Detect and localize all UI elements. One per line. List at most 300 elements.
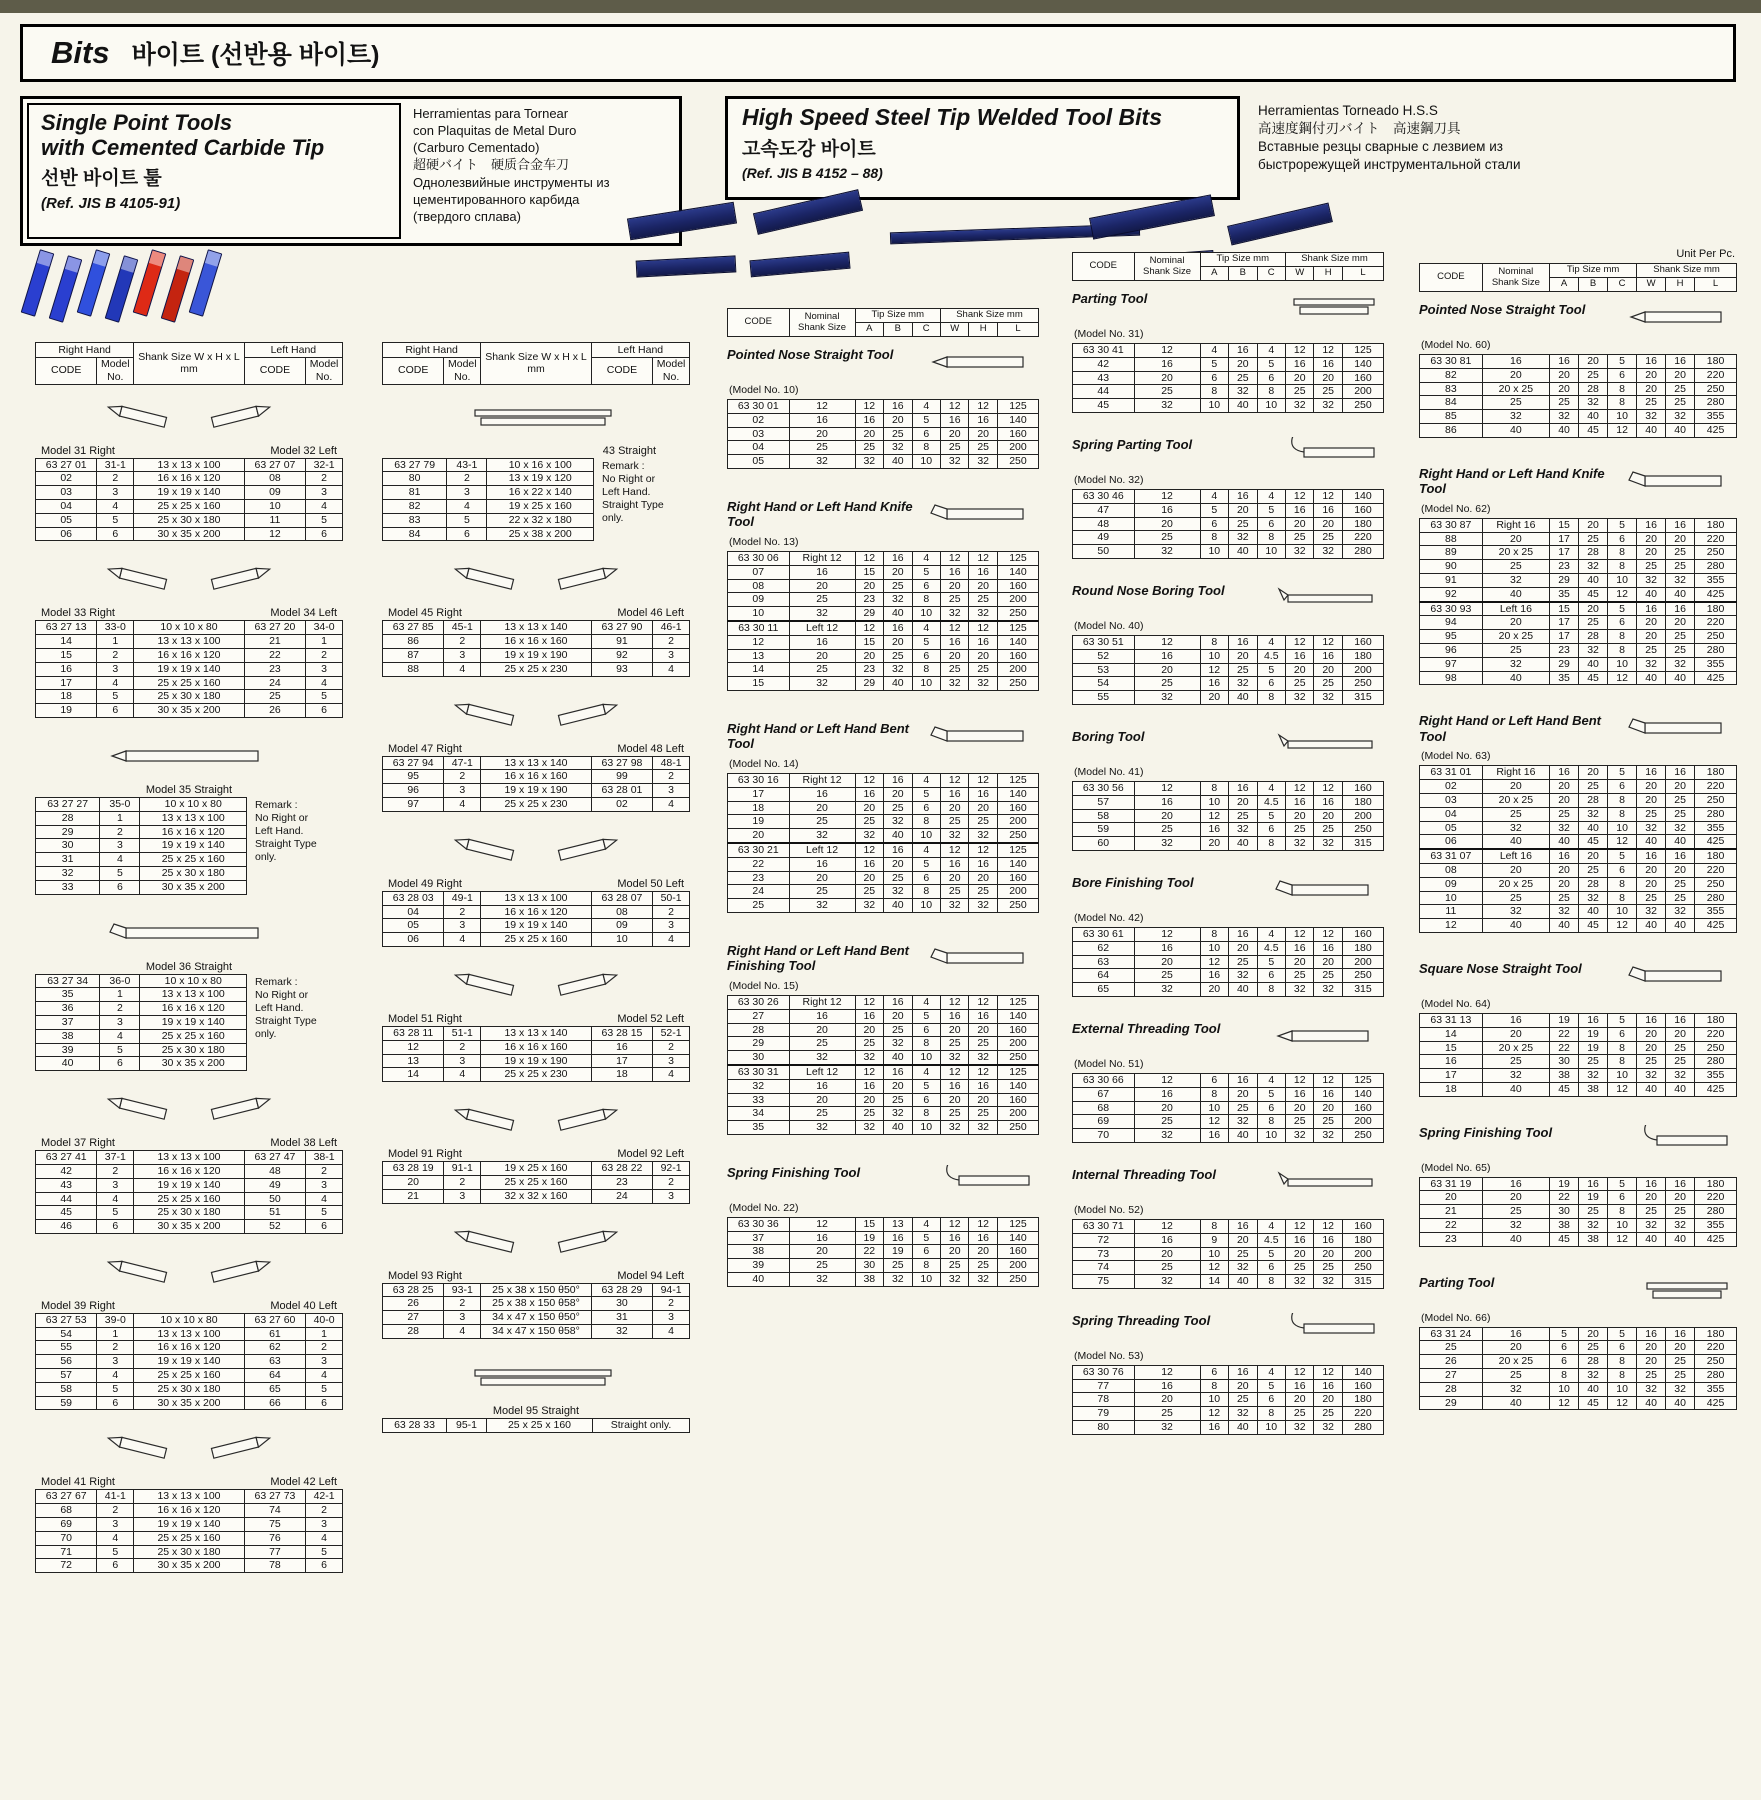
cell: 10 [1257, 1129, 1285, 1143]
cell: 24 [591, 1189, 652, 1203]
model-labels [382, 1270, 690, 1283]
header-cell: B [1229, 267, 1257, 281]
table-row [383, 919, 690, 933]
cell: 63 [244, 1355, 305, 1369]
cell: 8 [1608, 1055, 1637, 1069]
table-row [383, 1189, 690, 1203]
cell: 25 x 25 x 160 [140, 853, 247, 867]
cell: 32 [1314, 545, 1342, 559]
row-group [1420, 518, 1737, 601]
cell: 20 [1550, 863, 1579, 877]
cell: 13 x 13 x 100 [134, 458, 245, 472]
cell: 2 [97, 1504, 134, 1518]
cell: 20 [1314, 517, 1342, 531]
cell: 20 [884, 565, 912, 579]
cell: 4 [1257, 1219, 1285, 1233]
cell: 77 [244, 1545, 305, 1559]
bit-tip-highlight [121, 256, 137, 272]
cell: 95 [1420, 630, 1483, 644]
cell: 12 [1314, 781, 1342, 795]
hss-table-block [1419, 466, 1737, 686]
tool-diagram [451, 823, 621, 877]
table-row [383, 1068, 690, 1082]
hss-table-header [1072, 1313, 1384, 1348]
cell: 28 [1579, 1355, 1608, 1369]
tool-diagram [451, 1215, 621, 1269]
cell: 32 [789, 677, 855, 691]
cell: 38 [1579, 1232, 1608, 1246]
g [211, 1435, 271, 1459]
cell: 16 [969, 1079, 997, 1093]
cell: 32 [1285, 837, 1313, 851]
table-row [728, 565, 1039, 579]
cell: 84 [383, 527, 447, 541]
cell: 12 [1134, 344, 1200, 358]
cell: 16 [940, 413, 968, 427]
cell: 20 [383, 1175, 444, 1189]
cell: 25 [884, 427, 912, 441]
cell: 32 [969, 455, 997, 469]
cell: 20 [1134, 955, 1200, 969]
row-group [728, 773, 1039, 842]
cell: 25 [969, 1259, 997, 1273]
cell: 81 [383, 486, 447, 500]
cell: 25 [1482, 1369, 1549, 1383]
cell: 19 x 25 x 160 [481, 1162, 592, 1176]
cell: 32 [1482, 821, 1549, 835]
cell: 32 [1314, 1275, 1342, 1289]
tool-diagram [925, 721, 1039, 751]
cell: 16 [1285, 503, 1313, 517]
cell: 63 28 33 [383, 1418, 447, 1432]
hss-table-title: Boring Tool [1072, 728, 1145, 744]
cell: 24 [728, 885, 790, 899]
cell: 425 [1695, 1396, 1737, 1410]
rect [467, 1231, 514, 1252]
hss-spec-table [1419, 1327, 1737, 1411]
hss-model-no: (Model No. 14) [729, 757, 799, 770]
cell: 12 [1285, 927, 1313, 941]
cell: 3 [100, 839, 140, 853]
cell: 20 [789, 579, 855, 593]
table-row [1073, 357, 1384, 371]
model-label-left: Model 52 Left [617, 1012, 684, 1025]
cell: 25 [1579, 368, 1608, 382]
cell: 63 30 21 [728, 843, 790, 857]
cell: 89 [1420, 546, 1483, 560]
cell: 75 [244, 1518, 305, 1532]
cell: 12 [855, 995, 883, 1009]
cell: 12 [940, 400, 968, 414]
cell: 220 [1695, 532, 1737, 546]
table-row [1073, 1129, 1384, 1143]
remark-line: Straight Type [255, 838, 317, 851]
cell: 96 [1420, 643, 1483, 657]
cell: 25 [244, 690, 305, 704]
cell: 5 [1257, 357, 1285, 371]
hss-spec-table [727, 773, 1039, 913]
cell: 3 [653, 648, 690, 662]
cell: 25 [884, 1023, 912, 1037]
cell: 4 [912, 551, 940, 565]
cell: 12 [1200, 955, 1228, 969]
cell: 32 [1314, 837, 1342, 851]
cell: 6 [97, 704, 134, 718]
table-row [383, 1054, 690, 1068]
rect [467, 704, 514, 725]
cell: 49-1 [444, 891, 481, 905]
table-row [1073, 1379, 1384, 1393]
cell: 20 [1285, 1393, 1313, 1407]
cell: 20 [1637, 1041, 1666, 1055]
cell: 63 27 90 [591, 621, 652, 635]
cell: 5 [912, 1009, 940, 1023]
tool-diagram [451, 1350, 621, 1404]
cell: 4 [1257, 344, 1285, 358]
cell: 13 x 13 x 100 [140, 988, 247, 1002]
cell: 16 [1666, 1327, 1695, 1341]
spec-table [35, 1489, 343, 1573]
table-row [728, 441, 1039, 455]
tool-diagram [451, 390, 621, 444]
hss-model-no: (Model No. 31) [1074, 328, 1144, 340]
cell: 25 [1666, 1055, 1695, 1069]
cell: 63 30 71 [1073, 1219, 1135, 1233]
cell: 13 x 13 x 100 [140, 811, 247, 825]
cell: 250 [1342, 677, 1383, 691]
row-group [1073, 927, 1384, 996]
cell: 32 [1229, 385, 1257, 399]
cell: 25 [940, 593, 968, 607]
cell: 25 x 30 x 180 [140, 866, 247, 880]
cell: 63 30 01 [728, 400, 790, 414]
cell: 250 [1342, 1261, 1383, 1275]
g [211, 1095, 271, 1119]
cell: 17 [591, 1054, 652, 1068]
cell: 16 [969, 413, 997, 427]
cell: 22 [855, 1245, 883, 1259]
cell: 4 [1200, 489, 1228, 503]
rect [1657, 1136, 1727, 1145]
cell: 32 [789, 899, 855, 913]
table-row [36, 1504, 343, 1518]
cell: 8 [912, 663, 940, 677]
cell: 23 [855, 593, 883, 607]
cell: 32 [940, 829, 968, 843]
g [558, 566, 618, 590]
cell: 32 [1579, 1369, 1608, 1383]
cell: 25 [1550, 891, 1579, 905]
polygon [112, 751, 126, 761]
cell: 3 [97, 1355, 134, 1369]
tool-diagram [104, 390, 274, 444]
cell: 13 x 13 x 100 [481, 891, 592, 905]
cell: 280 [1695, 396, 1737, 410]
cell: 10 [1608, 1069, 1637, 1083]
cell: 16 [1229, 489, 1257, 503]
cell: 15 [855, 635, 883, 649]
cell: 05 [383, 919, 444, 933]
hss-model-no: (Model No. 41) [1074, 765, 1144, 778]
cell: 15 [1420, 1041, 1483, 1055]
cell: 20 [855, 1023, 883, 1037]
cell: 12 [940, 773, 968, 787]
cell: 4 [444, 797, 481, 811]
cell: 125 [997, 843, 1038, 857]
translation-line: Однолезвийные инструменты из [413, 174, 610, 190]
cell: 20 [1482, 863, 1549, 877]
row-group [728, 551, 1039, 620]
tool-diagram [1270, 291, 1384, 321]
cell: 10 [1200, 649, 1228, 663]
cell: 63 30 76 [1073, 1365, 1135, 1379]
cell: 12 [1608, 1396, 1637, 1410]
header-cell: W [1285, 267, 1313, 281]
cell: 65 [1073, 983, 1135, 997]
polygon [107, 566, 122, 579]
cell: 47 [1073, 503, 1135, 517]
tool-diagram-box [1270, 1021, 1384, 1056]
model-label-left: Model 34 Left [270, 607, 337, 620]
polygon [1629, 967, 1645, 981]
cell: 3 [444, 1054, 481, 1068]
cell: 52 [244, 1220, 305, 1234]
cell: 20 [969, 579, 997, 593]
cell: 25 [969, 441, 997, 455]
cell: 63 30 41 [1073, 344, 1135, 358]
model-label-right: Model 49 Right [388, 877, 462, 890]
rect [947, 509, 1023, 519]
cell: 32 [855, 455, 883, 469]
table-row [383, 648, 690, 662]
cell: 20 [1666, 1191, 1695, 1205]
cell: 6 [1608, 1191, 1637, 1205]
tool-diagram-box [1270, 437, 1384, 472]
row-group [728, 1217, 1039, 1286]
column-header-table [35, 342, 343, 385]
cell: 4 [444, 1324, 481, 1338]
cell: 4 [1257, 1365, 1285, 1379]
table-row [36, 1206, 343, 1220]
cell: 32 [1285, 1275, 1313, 1289]
cell: 40 [1637, 919, 1666, 933]
cell: 3 [306, 486, 343, 500]
polygon [454, 971, 469, 984]
cell: 40 [1229, 1421, 1257, 1435]
cell: 12 [1608, 835, 1637, 849]
cell: 16 [789, 857, 855, 871]
cell: 6 [1608, 532, 1637, 546]
cell: 16 [1666, 1013, 1695, 1027]
cell: 28 [1579, 546, 1608, 560]
cell: 04 [383, 905, 444, 919]
cell: 32 [789, 829, 855, 843]
cell: 200 [1342, 663, 1383, 677]
table-row [1420, 423, 1737, 437]
row-group [1420, 1177, 1737, 1246]
cell: 40 [1482, 1082, 1549, 1096]
cell: 25 [1482, 807, 1549, 821]
cell: 32 [1134, 1421, 1200, 1435]
table-row [36, 1369, 343, 1383]
table-row [1420, 1205, 1737, 1219]
remark-line: Straight Type [602, 498, 664, 511]
cell: 25 [855, 441, 883, 455]
cell: 09 [244, 486, 305, 500]
row-group [1073, 1219, 1384, 1288]
cell: 16 [1229, 635, 1257, 649]
cell: 12 [969, 843, 997, 857]
cell: 25 [1666, 1041, 1695, 1055]
cell: 140 [997, 1079, 1038, 1093]
cell: 3 [97, 1178, 134, 1192]
cell: 425 [1695, 587, 1737, 601]
cell: 40 [1550, 835, 1579, 849]
table-row [1073, 503, 1384, 517]
table-row [383, 1040, 690, 1054]
cell: 32 [969, 1273, 997, 1287]
cell: 6 [1608, 780, 1637, 794]
header-cell: Shank Size W x H x L mm [481, 343, 592, 385]
model-labels [382, 743, 690, 756]
cell: 10 [591, 933, 652, 947]
cell: 32 [789, 607, 855, 621]
cell: 27 [728, 1009, 790, 1023]
cell: 2 [97, 1164, 134, 1178]
table-row [1420, 1069, 1737, 1083]
cell: 2 [306, 1341, 343, 1355]
cell: 4 [97, 676, 134, 690]
translation-line: 高速度鋼付刃バイト 高速鋼刀具 [1258, 120, 1461, 136]
polygon [1631, 312, 1645, 322]
table-row [383, 905, 690, 919]
cell: 48 [244, 1164, 305, 1178]
cell: 25 [1229, 955, 1257, 969]
g [107, 566, 167, 590]
cell: 25 [1637, 891, 1666, 905]
cell: 4 [1257, 489, 1285, 503]
cell: 5 [306, 1545, 343, 1559]
cell: 40 [1229, 1129, 1257, 1143]
header-cell: W [1637, 278, 1666, 292]
cell: 54 [1073, 677, 1135, 691]
hss-spec-table [1072, 1365, 1384, 1435]
cell: 10 [912, 829, 940, 843]
cell: 25 [1229, 809, 1257, 823]
cell: 1 [100, 811, 140, 825]
model-label: Model 36 Straight [145, 960, 233, 973]
cell: 25 [1134, 1261, 1200, 1275]
table-row [1420, 835, 1737, 849]
table-row [36, 1015, 247, 1029]
cell: 20 [1550, 793, 1579, 807]
cell: 58 [36, 1382, 97, 1396]
cell: 27 [1420, 1369, 1483, 1383]
table-row [383, 1175, 690, 1189]
polygon [1276, 881, 1292, 895]
cell: 4 [100, 1029, 140, 1043]
cell: 19 [884, 1245, 912, 1259]
table-row [728, 995, 1039, 1009]
cell: 6 [912, 427, 940, 441]
remark-note [255, 974, 317, 1042]
hss-table-title: Right Hand or Left Hand Knife Tool [1419, 465, 1605, 497]
table-row [1420, 919, 1737, 933]
cell: 16 [1637, 518, 1666, 532]
cell: 30 [728, 1051, 790, 1065]
cell: 16 [1637, 1013, 1666, 1027]
cell: 43-1 [447, 458, 487, 472]
cell: 25 [1579, 616, 1608, 630]
cell: 25 [1229, 1247, 1257, 1261]
g [558, 701, 618, 725]
cell: 4 [444, 662, 481, 676]
cell: 40 [1229, 545, 1257, 559]
cell: 32 [1637, 573, 1666, 587]
cell: 8 [1200, 385, 1228, 399]
table-with-remark [382, 458, 690, 542]
cell: 425 [1695, 1232, 1737, 1246]
cell: 25 [1666, 630, 1695, 644]
cell: 12 [1314, 1365, 1342, 1379]
tool-diagram-box [1270, 1167, 1384, 1202]
cell: 20 [1200, 983, 1228, 997]
cell: 72 [1073, 1233, 1135, 1247]
cell: 13 [884, 1217, 912, 1231]
cell: 250 [1695, 630, 1737, 644]
polygon [603, 566, 618, 579]
scan-edge-strip [0, 0, 1761, 13]
table-row [1420, 1355, 1737, 1369]
cell: 25 [1134, 385, 1200, 399]
cell: 4 [306, 676, 343, 690]
cell: 29 [1550, 657, 1579, 671]
hss-spec-table [1072, 781, 1384, 851]
cell: 38 [1550, 1069, 1579, 1083]
column-header-table [1072, 252, 1384, 281]
polygon [256, 566, 271, 579]
cell: 68 [36, 1504, 97, 1518]
cell: 32 [855, 1051, 883, 1065]
cell: 25 [884, 1259, 912, 1273]
cell: 140 [997, 1231, 1038, 1245]
g [107, 403, 167, 427]
tool-diagram-box [35, 905, 343, 961]
cell: 3 [97, 486, 134, 500]
cell: 63 27 79 [383, 458, 447, 472]
cell: 15 [855, 1217, 883, 1231]
cell: 3 [444, 784, 481, 798]
cell: 32 x 32 x 160 [481, 1189, 592, 1203]
cell: 20 [884, 857, 912, 871]
cell: 32 [1637, 1219, 1666, 1233]
cell: 25 [1666, 560, 1695, 574]
cell: 54 [36, 1327, 97, 1341]
cell: 12 [940, 843, 968, 857]
cell: 45 [1550, 1232, 1579, 1246]
cell: 355 [1695, 821, 1737, 835]
table-row [728, 1023, 1039, 1037]
cell: 2 [444, 905, 481, 919]
cell: 63 28 22 [591, 1162, 652, 1176]
cell: 5 [912, 565, 940, 579]
spec-table [35, 1150, 343, 1234]
cell: 16 [940, 787, 968, 801]
table-row [1073, 253, 1384, 267]
polygon [603, 1228, 618, 1241]
table-row [728, 1121, 1039, 1135]
table-row [1073, 1393, 1384, 1407]
